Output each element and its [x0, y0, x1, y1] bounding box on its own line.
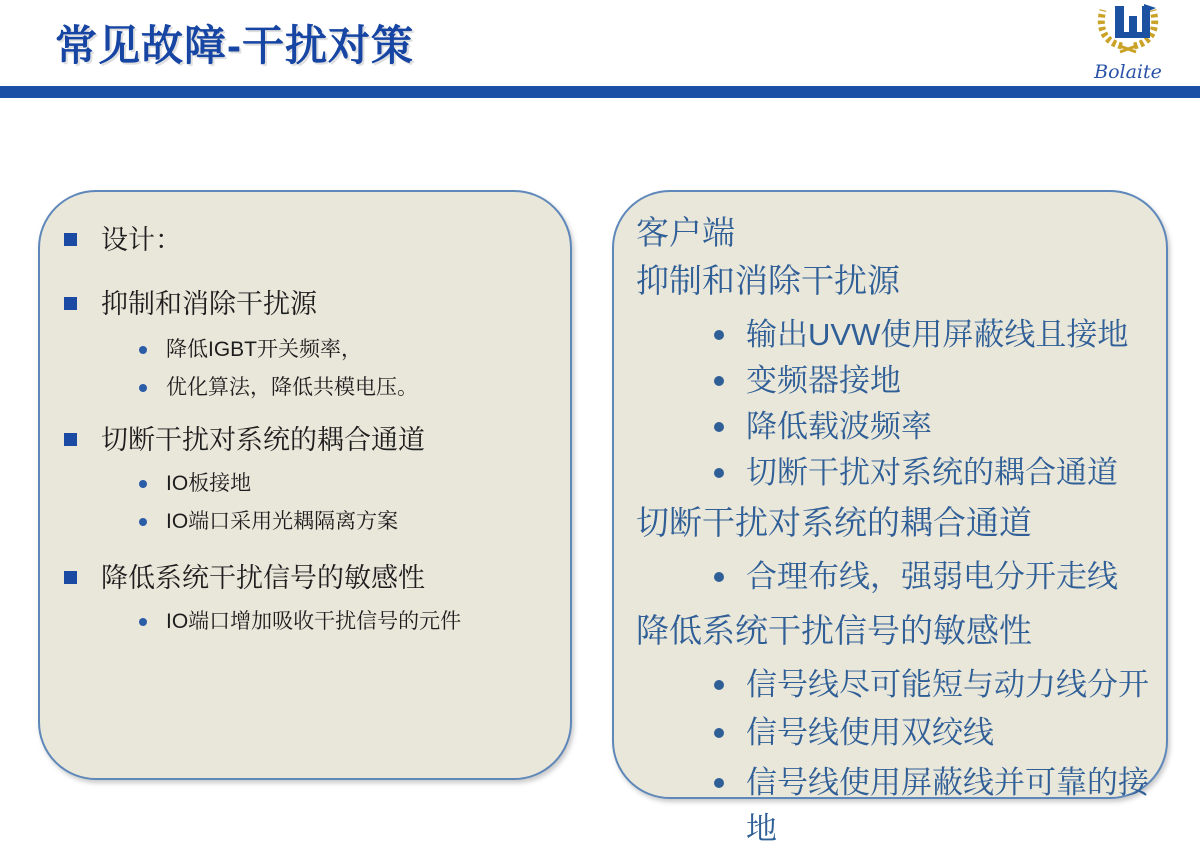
list-item: [636, 358, 1160, 404]
dot-bullet-icon: [714, 728, 724, 738]
heading-label: 切断干扰对系统的耦合通道: [636, 504, 1032, 541]
list-item: [636, 662, 1160, 708]
list-item-label: 变频器接地: [746, 363, 901, 398]
list-item-label: 降低IGBT开关频率，: [166, 338, 363, 361]
list-item-label: IO端口增加吸收干扰信号的元件: [166, 610, 462, 633]
bolaite-emblem-icon: [1082, 2, 1174, 64]
dot-bullet-icon: [139, 618, 147, 626]
dot-bullet-icon: [714, 376, 724, 386]
dot-bullet-icon: [714, 572, 724, 582]
list-item: [64, 468, 562, 500]
list-item: [64, 220, 562, 260]
dot-bullet-icon: [714, 778, 724, 788]
list-item: [636, 710, 1160, 756]
logo-wordmark: Bolaite: [1094, 61, 1162, 83]
square-bullet-icon: [64, 297, 77, 310]
list-item-label: 优化算法，降低共模电压。: [166, 376, 418, 399]
list-item-label: 抑制和消除干扰源: [101, 289, 317, 319]
design-panel: [38, 190, 572, 780]
list-item: [64, 284, 562, 324]
list-item-label: 设计：: [101, 225, 182, 255]
list-item: [64, 372, 562, 404]
list-item-label: 信号线使用屏蔽线并可靠的接地: [746, 765, 1149, 846]
list-item: [636, 450, 1160, 496]
heading-label: 降低系统干扰信号的敏感性: [636, 612, 1032, 649]
list-item: [64, 558, 562, 598]
list-item: [636, 760, 1160, 852]
client-panel: [612, 190, 1168, 846]
list-item-label: 信号线使用双绞线: [746, 715, 994, 750]
list-item-label: 切断干扰对系统的耦合通道: [746, 455, 1118, 490]
list-item-label: IO端口采用光耦隔离方案: [166, 510, 399, 533]
dot-bullet-icon: [139, 346, 147, 354]
list-item-label: IO板接地: [166, 472, 252, 495]
dot-bullet-icon: [139, 480, 147, 488]
dot-bullet-icon: [714, 680, 724, 690]
square-bullet-icon: [64, 433, 77, 446]
panel-heading: [636, 608, 1160, 654]
heading-label: 客户端: [636, 214, 735, 251]
dot-bullet-icon: [139, 518, 147, 526]
title-underline-bar: [0, 86, 1200, 98]
list-item: [636, 404, 1160, 450]
list-item: [64, 420, 562, 460]
dot-bullet-icon: [714, 422, 724, 432]
panel-heading: [636, 258, 1160, 304]
square-bullet-icon: [64, 233, 77, 246]
list-item-label: 输出UVW使用屏蔽线且接地: [746, 317, 1129, 352]
dot-bullet-icon: [714, 468, 724, 478]
heading-label: 抑制和消除干扰源: [636, 262, 900, 299]
list-item: [64, 506, 562, 538]
bolaite-logo: [1080, 2, 1176, 82]
list-item: [64, 606, 562, 638]
panel-heading: [636, 500, 1160, 546]
list-item: [64, 334, 562, 366]
list-item-label: 降低系统干扰信号的敏感性: [101, 563, 425, 593]
dot-bullet-icon: [714, 330, 724, 340]
list-item: [636, 312, 1160, 358]
page-title: 常见故障-干扰对策: [55, 22, 414, 69]
list-item-label: 合理布线，强弱电分开走线: [746, 559, 1118, 594]
list-item: [636, 554, 1160, 600]
panel-heading: [636, 210, 1160, 256]
square-bullet-icon: [64, 571, 77, 584]
list-item-label: 信号线尽可能短与动力线分开: [746, 667, 1149, 702]
dot-bullet-icon: [139, 384, 147, 392]
laurel-tie: [1120, 46, 1136, 52]
list-item-label: 降低载波频率: [746, 409, 932, 444]
list-item-label: 切断干扰对系统的耦合通道: [101, 425, 425, 455]
